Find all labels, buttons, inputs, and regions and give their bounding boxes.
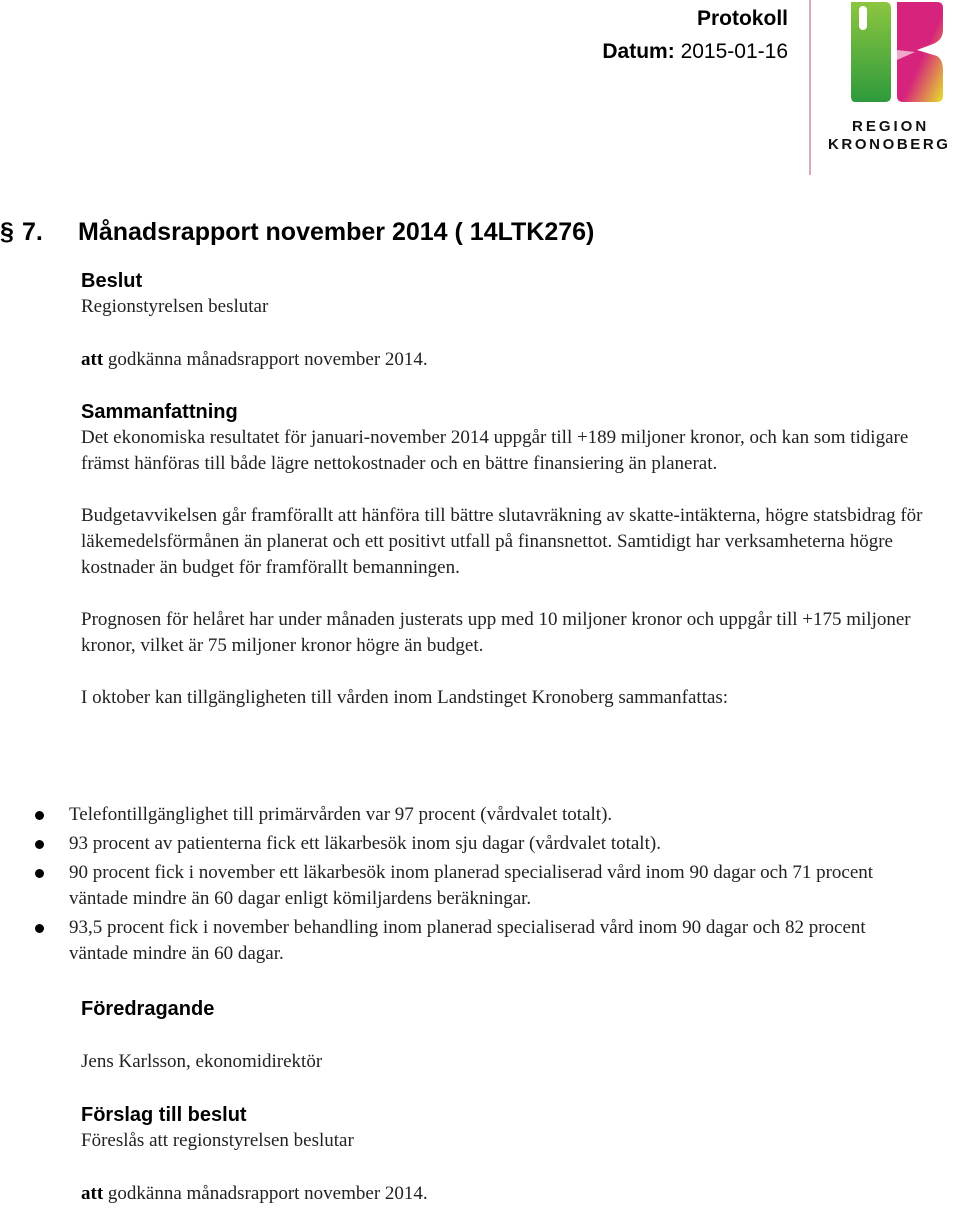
list-item: Telefontillgänglighet till primärvården var 97 procent (vårdvalet totalt). <box>0 802 900 828</box>
section-title: Månadsrapport november 2014 ( 14LTK276) <box>78 218 595 246</box>
paragraph-symbol: § <box>0 218 14 246</box>
sammanfattning-paragraph-3: Prognosen för helåret har under månaden justerats upp med 10 miljoner kronor och uppgår till +175 miljoner kronor, vilket är 75 miljoner kronor högre än budget. <box>81 609 911 656</box>
forslag-heading: Förslag till beslut <box>81 1104 247 1126</box>
foredragande-name: Jens Karlsson, ekonomidirektör <box>81 1051 323 1072</box>
section-heading <box>0 216 594 248</box>
logo-line-region: REGION <box>852 118 930 135</box>
beslut-att: att <box>81 349 104 370</box>
closing-content <box>81 996 941 1207</box>
sammanfattning-paragraph-1: Det ekonomiska resultatet för januari-november 2014 uppgår till +189 miljoner kronor, och kan som tidigare främst hänföras till både lägre nettokostnader och en bättre finansiering än planerat. <box>81 427 909 474</box>
bullet-icon <box>35 840 44 849</box>
list-item: 93,5 procent fick i november behandling inom planerad specialiserad vård inom 90 dagar och 82 procent väntade mindre än 60 dagar. <box>0 915 900 967</box>
date-label: Datum: <box>602 40 675 63</box>
bullet-icon <box>35 924 44 933</box>
forslag-intro: Föreslås att regionstyrelsen beslutar <box>81 1130 354 1151</box>
section-number: 7. <box>22 218 43 246</box>
list-item: 90 procent fick i november ett läkarbesök inom planerad specialiserad vård inom 90 dagar och 71 procent väntade mindre än 60 dagar enligt kömiljardens beräkningar. <box>0 860 900 912</box>
bullet-icon <box>35 811 44 820</box>
bullet-icon <box>35 869 44 878</box>
list-item: 93 procent av patienterna fick ett läkarbesök inom sju dagar (vårdvalet totalt). <box>0 831 900 857</box>
main-content <box>81 268 941 711</box>
sammanfattning-heading: Sammanfattning <box>81 401 238 423</box>
beslut-decision-text: godkänna månadsrapport november 2014. <box>107 349 428 370</box>
forslag-decision-text: godkänna månadsrapport november 2014. <box>107 1183 428 1204</box>
forslag-att: att <box>81 1183 104 1204</box>
header-divider <box>809 0 811 175</box>
foredragande-heading: Föredragande <box>81 998 215 1020</box>
sammanfattning-paragraph-4: I oktober kan tillgängligheten till vården inom Landstinget Kronoberg sammanfattas: <box>81 687 729 708</box>
date-value: 2015-01-16 <box>680 40 788 63</box>
region-kronoberg-logo-icon <box>845 0 945 106</box>
document-type: Protokoll <box>696 7 788 30</box>
document-date <box>602 39 788 65</box>
beslut-heading: Beslut <box>81 270 143 292</box>
logo-wordmark <box>828 118 960 154</box>
beslut-decision <box>81 347 941 373</box>
sammanfattning-paragraph-2: Budgetavvikelsen går framförallt att hänföra till bättre slutavräkning av skatte-intäkterna, högre statsbidrag för läkemedelsförmånen än planerat och ett positivt utfall på finansnettot. Samtidigt har verksamheterna högre kostnader än budget för framförallt bemanningen. <box>81 505 923 578</box>
logo-line-kronoberg: KRONOBERG <box>828 136 951 153</box>
accessibility-list <box>0 802 900 970</box>
beslut-intro: Regionstyrelsen beslutar <box>81 296 269 317</box>
forslag-decision <box>81 1181 941 1207</box>
